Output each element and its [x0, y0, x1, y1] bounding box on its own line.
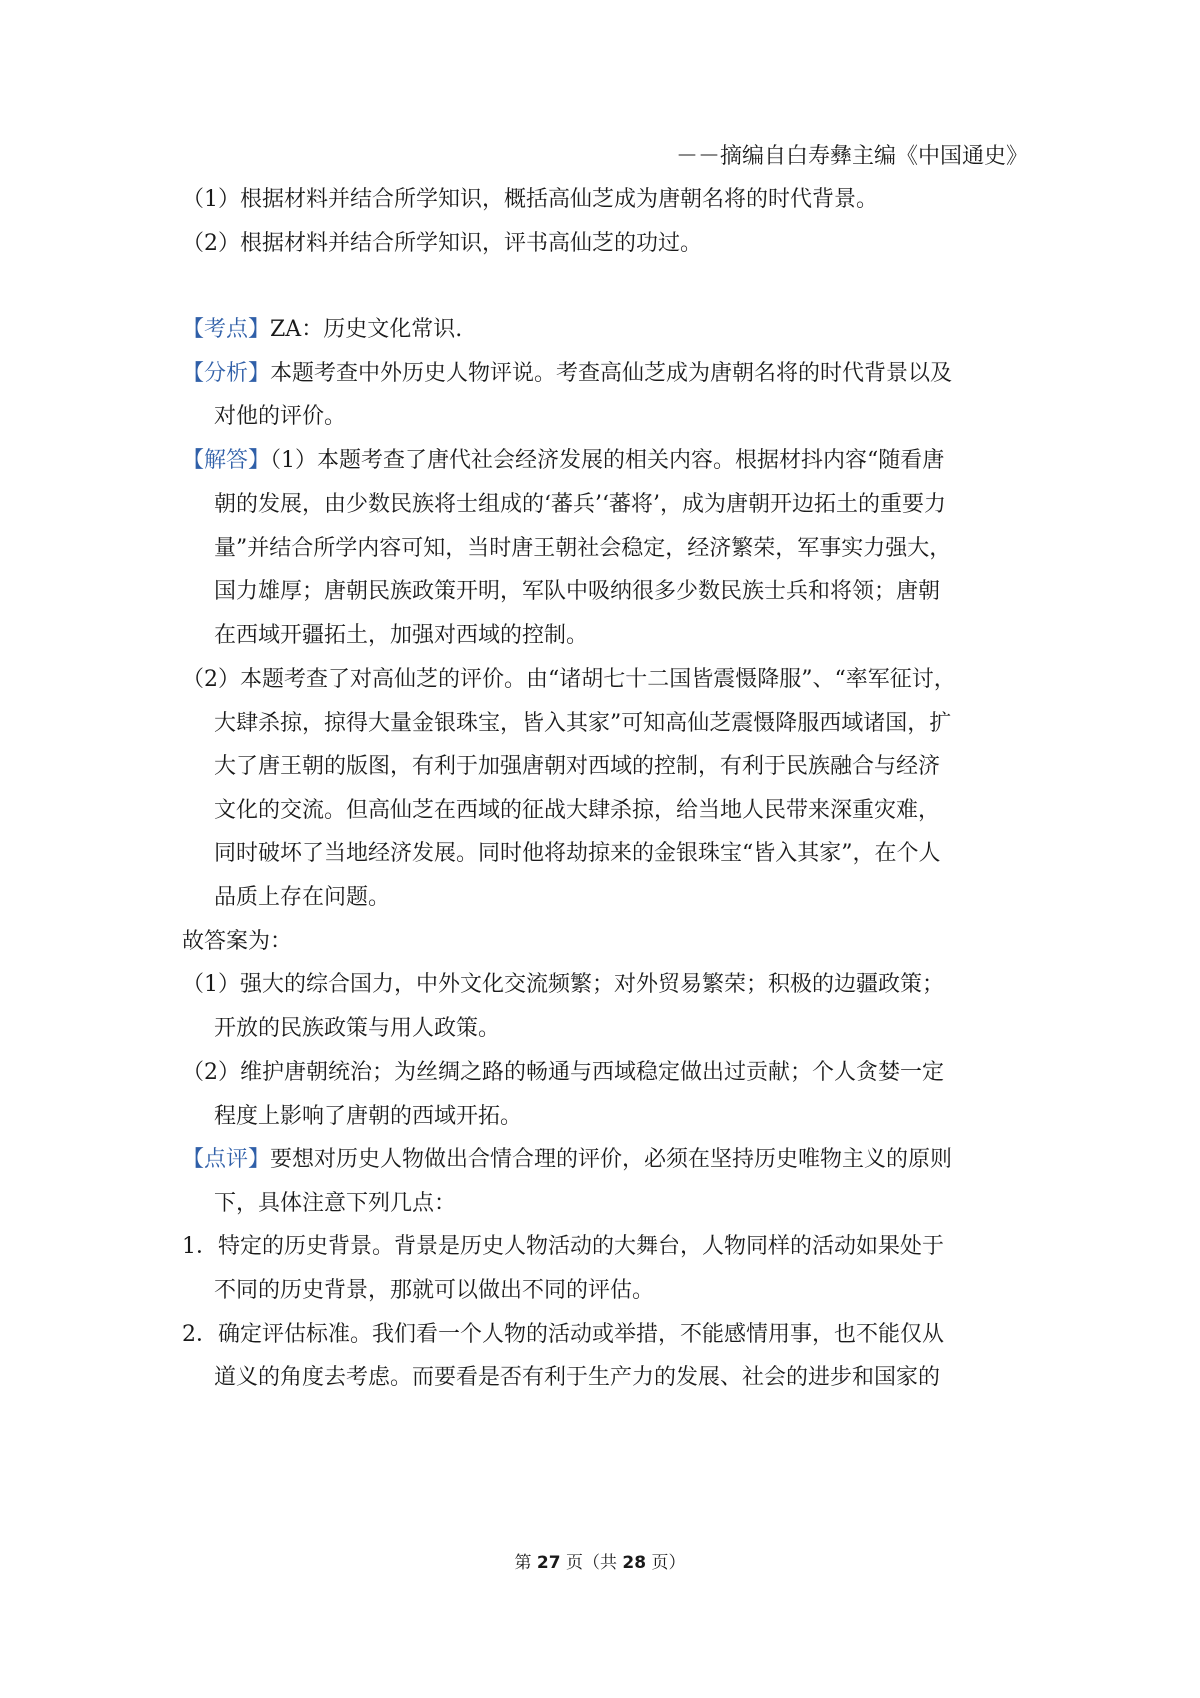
jieda-part2-line-6: 品质上存在问题。 [214, 885, 391, 910]
dianping-tag: 【点评】 [182, 1147, 271, 1172]
jieda-line-1 [182, 446, 944, 476]
dianping-line-1 [182, 1145, 952, 1175]
footer-page-number: 27 [536, 1553, 561, 1573]
fenxi-line-1 [182, 359, 952, 389]
source-line: －－摘编自白寿彝主编《中国通史》 [675, 144, 1028, 169]
jieda-part2-line-3: 大了唐王朝的版图，有利于加强唐朝对西域的控制，有利于民族融合与经济 [214, 754, 941, 779]
footer-prefix: 第 [514, 1553, 532, 1573]
kaodian-line [182, 315, 462, 345]
answer-1-line-2: 开放的民族政策与用人政策。 [214, 1016, 501, 1041]
jieda-text-1: （1）本题考查了唐代社会经济发展的相关内容。根据材抖内容“随看唐 [270, 448, 945, 473]
fenxi-line-2: 对他的评价。 [214, 404, 347, 429]
dianping-text-1: 要想对历史人物做出合情合理的评价，必须在坚持历史唯物主义的原则 [270, 1147, 953, 1172]
kaodian-text: ZA：历史文化常识. [270, 317, 463, 342]
point-2-line-2: 道义的角度去考虑。而要看是否有利于生产力的发展、社会的进步和国家的 [214, 1365, 941, 1390]
answer-2-line-1: （2）维护唐朝统治；为丝绸之路的畅通与西域稳定做出过贡献；个人贪婪一定 [182, 1060, 944, 1085]
fenxi-tag: 【分析】 [182, 361, 271, 386]
footer-suffix: 页） [651, 1553, 686, 1573]
point-1-line-2: 不同的历史背景，那就可以做出不同的评估。 [214, 1278, 655, 1303]
answer-1-line-1: （1）强大的综合国力，中外文化交流频繁；对外贸易繁荣；积极的边疆政策； [182, 972, 944, 997]
footer-middle: 页（共 [566, 1553, 617, 1573]
jieda-line-2: 朝的发展，由少数民族将士组成的‘蕃兵’‘蕃将’，成为唐朝开边拓土的重要力 [214, 492, 946, 517]
dianping-line-2: 下，具体注意下列几点： [214, 1191, 457, 1216]
answer-2-line-2: 程度上影响了唐朝的西域开拓。 [214, 1104, 523, 1129]
point-2-line-1: 2．确定评估标准。我们看一个人物的活动或举措，不能感情用事，也不能仅从 [182, 1322, 944, 1347]
jieda-line-5: 在西域开疆拓土，加强对西域的控制。 [214, 623, 589, 648]
jieda-part2-line-4: 文化的交流。但高仙芝在西域的征战大肆杀掠，给当地人民带来深重灾难， [214, 798, 941, 823]
page-footer [0, 1552, 1200, 1574]
jieda-part2-line-5: 同时破坏了当地经济发展。同时他将劫掠来的金银珠宝“皆入其家”，在个人 [214, 841, 941, 866]
question-2: （2）根据材料并结合所学知识，评书高仙芝的功过。 [182, 231, 702, 256]
jieda-line-3: 量”并结合所学内容可知，当时唐王朝社会稳定，经济繁荣，军事实力强大， [214, 536, 952, 561]
point-1-line-1: 1．特定的历史背景。背景是历史人物活动的大舞台，人物同样的活动如果处于 [182, 1234, 944, 1259]
kaodian-tag: 【考点】 [182, 317, 271, 342]
answer-intro: 故答案为： [182, 929, 293, 954]
jieda-part2-line-2: 大肆杀掠，掠得大量金银珠宝，皆入其家”可知高仙芝震慑降服西域诸国，扩 [214, 711, 952, 736]
question-1: （1）根据材料并结合所学知识，概括高仙芝成为唐朝名将的时代背景。 [182, 187, 878, 212]
jieda-tag: 【解答】 [182, 448, 271, 473]
footer-total-pages: 28 [622, 1553, 647, 1573]
fenxi-text-1: 本题考查中外历史人物评说。考查高仙芝成为唐朝名将的时代背景以及 [270, 361, 953, 386]
jieda-line-4: 国力雄厚；唐朝民族政策开明，军队中吸纳很多少数民族士兵和将领；唐朝 [214, 579, 941, 604]
jieda-part2-line-1: （2）本题考查了对高仙芝的评价。由“诸胡七十二国皆震慑降服”、“率军征讨， [182, 667, 956, 692]
